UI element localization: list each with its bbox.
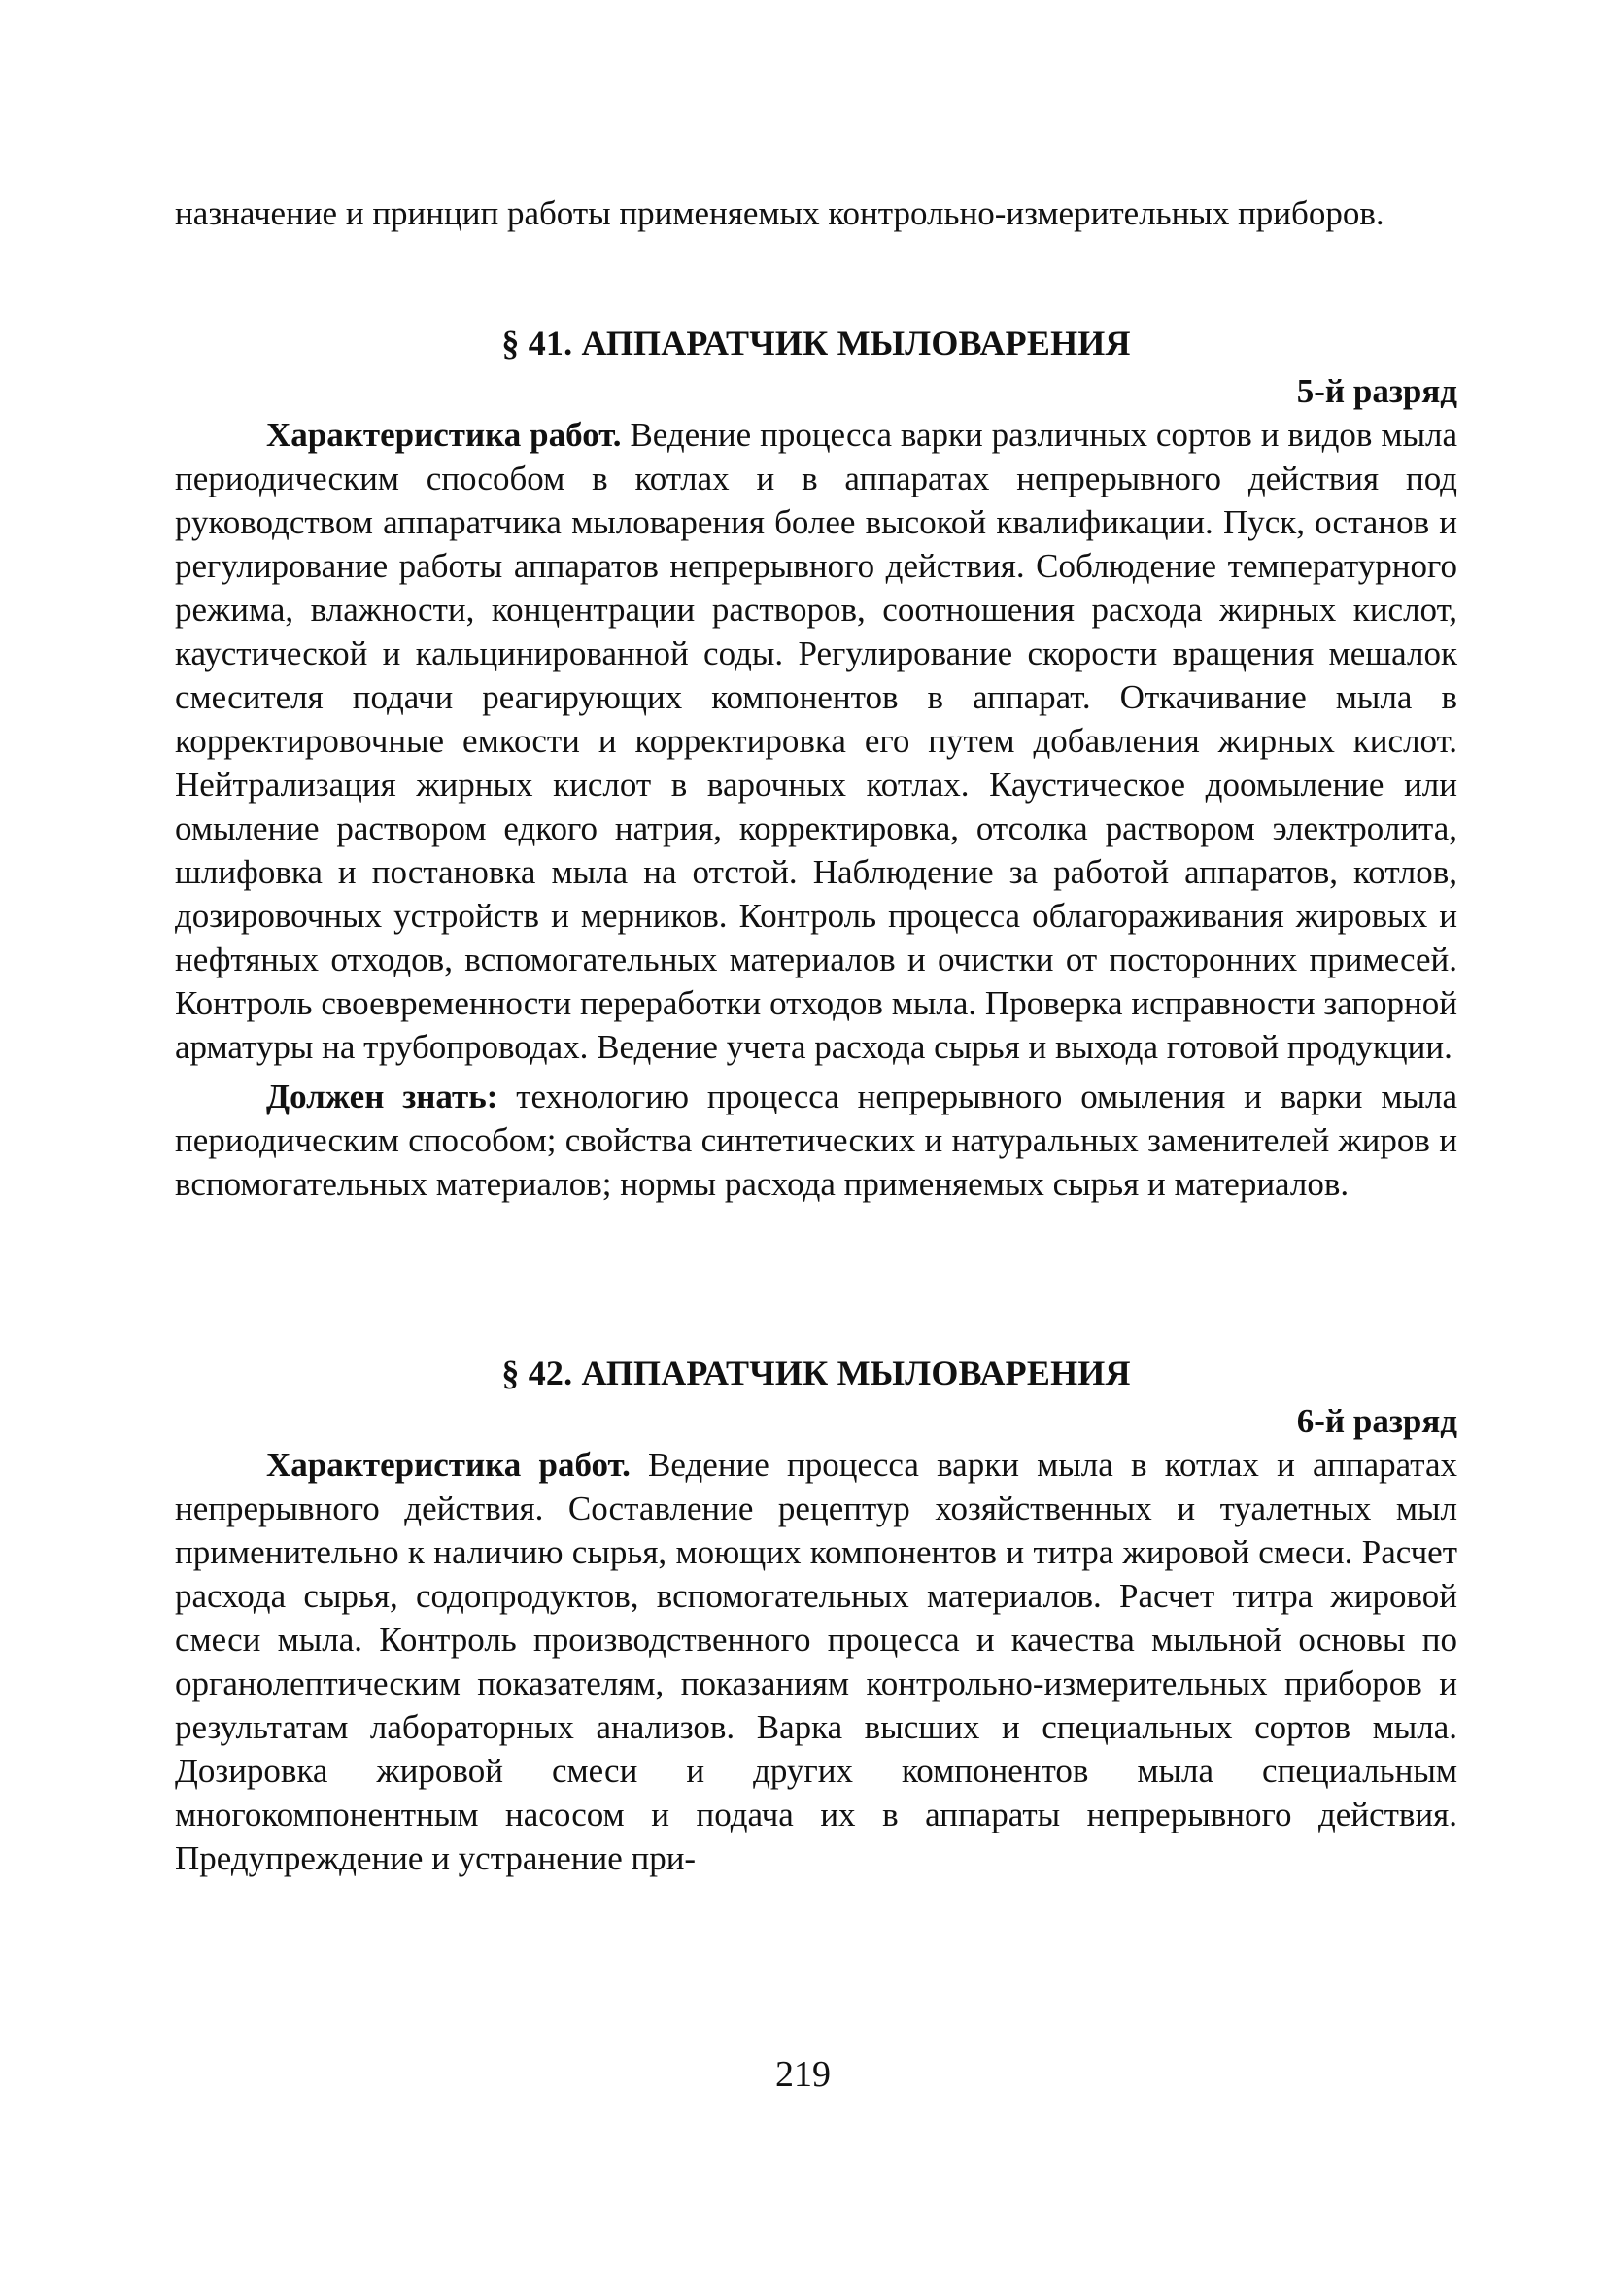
section-41-title: § 41. АППАРАТЧИК МЫЛОВАРЕНИЯ (501, 324, 1131, 362)
section-41 (175, 321, 1457, 1206)
section-42-title: § 42. АППАРАТЧИК МЫЛОВАРЕНИЯ (501, 1354, 1131, 1392)
section-42-characteristics-label: Характеристика работ. (266, 1446, 631, 1484)
section-42-characteristics-text: Ведение процесса варки мыла в котлах и аппаратах непрерывного действия. Составление рецептур хозяйственных и туалетных мыл применительно к наличию сырья, моющих компонентов и титра жировой смеси. Расчет расхода сырья, содопродуктов, вспомогательных материалов. Расчет титра жировой смеси мыла. Контроль производственного процесса и качества мыльной основы по органолептическим показателям, показаниям контрольно-измерительных приборов и результатам лабораторных анализов. Варка высших и специальных сортов мыла. Дозировка жировой смеси и других компонентов мыла специальным многокомпонентным насосом и подача их в аппараты непрерывного действия. Предупреждение и устранение при- (175, 1446, 1457, 1877)
continuation-paragraph (175, 191, 1457, 235)
section-41-knowledge (175, 1075, 1457, 1206)
continuation-text: назначение и принцип работы применяемых контрольно-измерительных приборов. (175, 194, 1384, 232)
section-41-knowledge-label: Должен знать: (266, 1078, 498, 1115)
page-number: 219 (775, 2054, 831, 2095)
section-41-characteristics (175, 413, 1457, 1069)
section-42-grade: 6-й разряд (1296, 1402, 1457, 1440)
section-42 (175, 1351, 1457, 1880)
section-42-characteristics (175, 1443, 1457, 1880)
section-41-characteristics-label: Характеристика работ. (266, 416, 622, 454)
section-41-knowledge-text: технологию процесса непрерывного омыления и варки мыла периодическим способом; свойства синтетических и натуральных заменителей жиров и вспомогательных материалов; нормы расхода применяемых сырья и материалов. (175, 1078, 1457, 1203)
section-41-characteristics-text: Ведение процесса варки различных сортов и видов мыла периодическим способом в котлах и в аппаратах непрерывного действия под руководством аппаратчика мыловарения более высокой квалификации. Пуск, останов и регулирование работы аппаратов непрерывного действия. Соблюдение температурного режима, влажности, концентрации растворов, соотношения расхода жирных кислот, каустической и кальцинированной соды. Регулирование скорости вращения мешалок смесителя подачи реагирующих компонентов в аппарат. Откачивание мыла в корректировочные емкости и корректировка его путем добавления жирных кислот. Нейтрализация жирных кислот в варочных котлах. Каустическое доомыление или омыление раствором едкого натрия, корректировка, отсолка раствором электролита, шлифовка и постановка мыла на отстой. Наблюдение за работой аппаратов, котлов, дозировочных устройств и мерников. Контроль процесса облагораживания жировых и нефтяных отходов, вспомогательных материалов и очистки от посторонних примесей. Контроль своевременности переработки отходов мыла. Проверка исправности запорной арматуры на трубопроводах. Ведение учета расхода сырья и выхода готовой продукции. (175, 416, 1457, 1066)
section-41-grade: 5-й разряд (1296, 372, 1457, 410)
